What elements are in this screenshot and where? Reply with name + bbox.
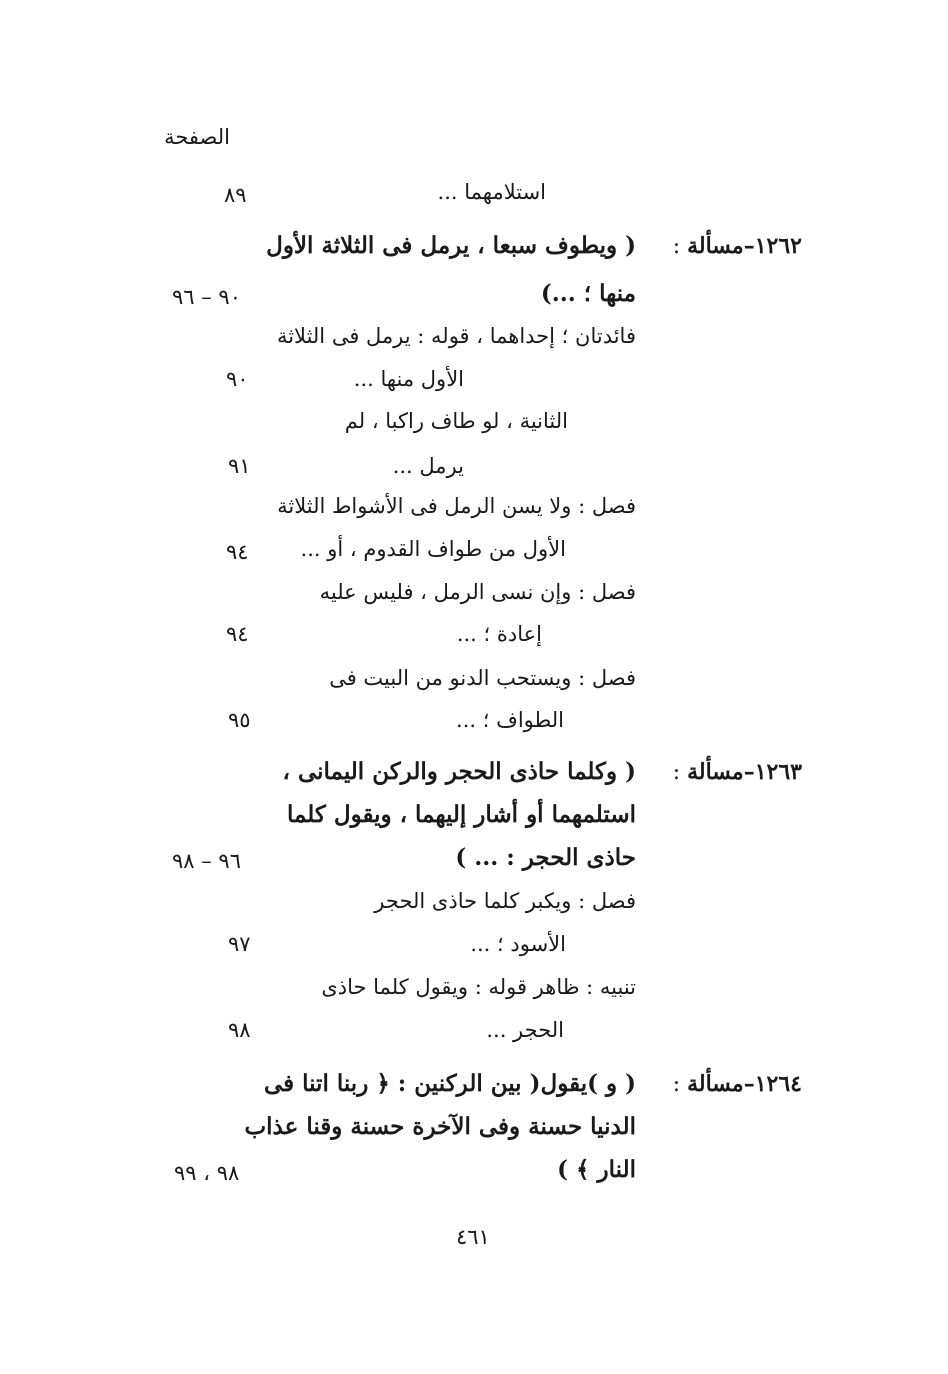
masala-label: ١٢٦٣–مسألة :	[672, 759, 802, 785]
entry-line: الثانية ، لو طاف راكبا ، لم	[344, 409, 568, 433]
entry-line: فصل : ولا يسن الرمل فى الأشواط الثلاثة	[277, 494, 636, 518]
entry-line: تنبيه : ظاهر قوله : ويقول كلما حاذى	[321, 975, 636, 999]
entry-line: يرمل ...	[392, 454, 464, 478]
entry-line: إعادة ؛ ...	[456, 622, 542, 646]
entry-line: فائدتان ؛ إحداهما ، قوله : يرمل فى الثلاثة	[276, 324, 636, 348]
masala-label: ١٢٦٢–مسألة :	[672, 233, 802, 259]
masala-text-line: الدنيا حسنة وفى الآخرة حسنة وقنا عذاب	[244, 1113, 636, 1140]
masala-label: ١٢٦٤–مسألة :	[672, 1071, 802, 1097]
page-ref: ٩٥	[228, 708, 251, 732]
page-ref: ٩٠ – ٩٦	[172, 285, 241, 309]
entry-line: فصل : ويستحب الدنو من البيت فى	[329, 666, 636, 690]
entry-line: الأول منها ...	[353, 367, 464, 391]
entry-line: الأسود ؛ ...	[470, 932, 566, 956]
page-ref: ٩٤	[226, 622, 249, 646]
masala-text-line: استلمهما أو أشار إليهما ، ويقول كلما	[286, 801, 636, 828]
entry-line: فصل : ويكبر كلما حاذى الحجر	[374, 889, 636, 913]
masala-text-line: حاذى الحجر : ... )	[455, 844, 636, 871]
page-ref: ٩١	[228, 454, 251, 478]
entry-line: استلامهما ...	[437, 180, 546, 204]
page-ref: ٩٨	[228, 1018, 251, 1042]
masala-number: ١٢٦٢–مسألة	[687, 233, 802, 259]
masala-text-line: ( و )يقول( بين الركنين : ﴿ ربنا اتنا فى	[263, 1070, 636, 1097]
entry-line: الأول من طواف القدوم ، أو ...	[300, 537, 566, 561]
entry-line: فصل : وإن نسى الرمل ، فليس عليه	[319, 580, 636, 604]
masala-text-line: ( وكلما حاذى الحجر والركن اليمانى ،	[282, 758, 636, 785]
masala-text-line: النار ﴾ )	[557, 1156, 636, 1183]
page-ref: ٩٤	[226, 540, 249, 564]
page-number: ٤٦١	[456, 1225, 490, 1249]
page-ref: ٨٩	[224, 183, 247, 207]
entry-line: الحجر ...	[486, 1018, 564, 1042]
masala-number: ١٢٦٤–مسألة	[687, 1071, 802, 1097]
page-ref: ٩٦ – ٩٨	[172, 849, 241, 873]
page-ref: ٩٧	[228, 932, 251, 956]
header-title: الصفحة	[164, 125, 230, 149]
page-ref: ٩٠	[226, 367, 249, 391]
masala-text-line: منها ؛ ...)	[540, 280, 636, 307]
masala-text-line: ( ويطوف سبعا ، يرمل فى الثلاثة الأول	[266, 232, 636, 259]
page-ref: ٩٨ ، ٩٩	[174, 1161, 240, 1185]
entry-line: الطواف ؛ ...	[456, 708, 564, 732]
masala-number: ١٢٦٣–مسألة	[687, 759, 802, 785]
